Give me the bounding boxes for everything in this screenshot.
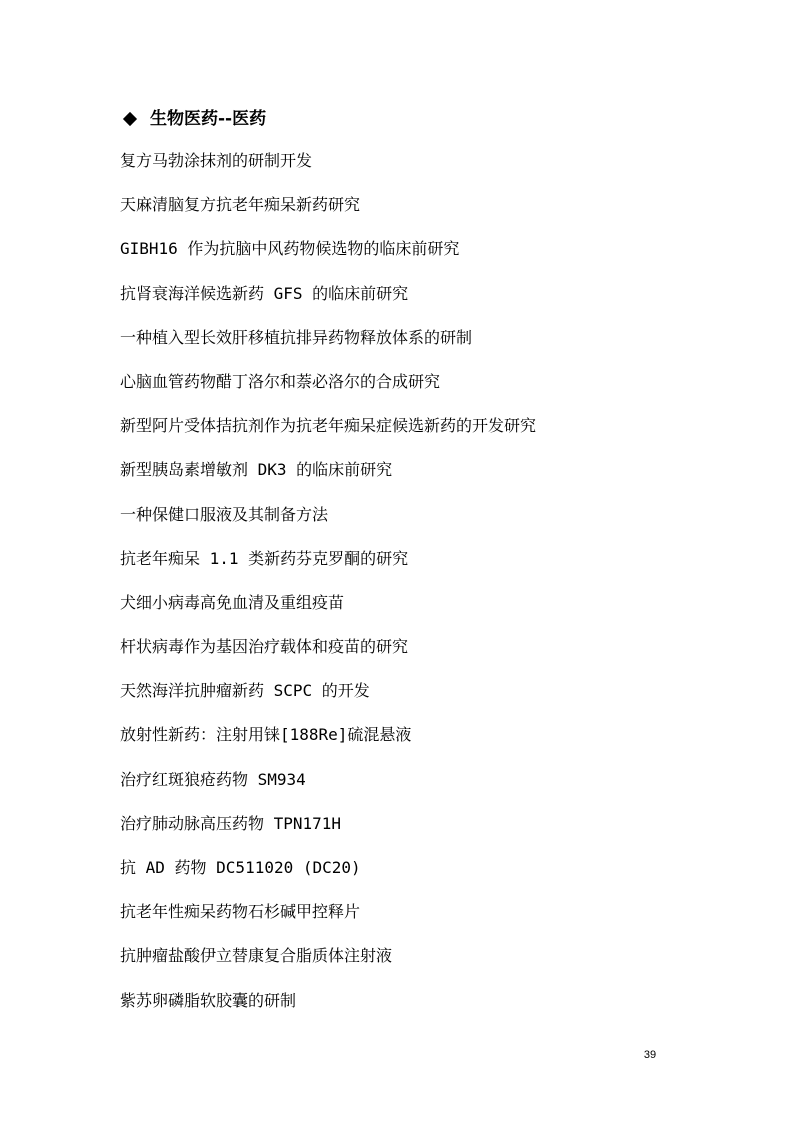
list-item: 治疗红斑狼疮药物 SM934 [120, 769, 306, 789]
list-item: 复方马勃涂抹剂的研制开发 [120, 151, 313, 170]
list-item: 一种保健口服液及其制备方法 [120, 504, 329, 524]
list-item: 治疗肺动脉高压药物 TPN171H [120, 813, 342, 833]
list-item: 杆状病毒作为基因治疗载体和疫苗的研究 [120, 637, 409, 657]
list-item: GIBH16 作为抗脑中风药物候选物的临床前研究 [120, 239, 460, 259]
list-item: 天然海洋抗肿瘤新药 SCPC 的开发 [120, 681, 370, 701]
list-item: 抗肿瘤盐酸伊立替康复合脂质体注射液 [120, 946, 393, 966]
list-item: 一种植入型长效肝移植抗排异药物释放体系的研制 [120, 327, 473, 347]
list-item: 抗老年性痴呆药物石杉碱甲控释片 [120, 902, 361, 922]
section-heading [122, 106, 266, 132]
list-item: 抗肾衰海洋候选新药 GFS 的临床前研究 [120, 283, 409, 303]
list-item: 犬细小病毒高免血清及重组疫苗 [120, 592, 345, 612]
list-item: 新型阿片受体拮抗剂作为抗老年痴呆症候选新药的开发研究 [120, 416, 537, 436]
list-item: 放射性新药：注射用铼[188Re]硫混悬液 [120, 725, 412, 745]
list-item: 紫苏卵磷脂软胶囊的研制 [120, 990, 297, 1010]
diamond-bullet-icon [123, 112, 137, 126]
list-item: 心脑血管药物醋丁洛尔和萘必洛尔的合成研究 [120, 371, 441, 391]
project-list [120, 146, 536, 1030]
list-item: 抗老年痴呆 1.1 类新药芬克罗酮的研究 [120, 548, 409, 568]
list-item: 新型胰岛素增敏剂 DK3 的临床前研究 [120, 460, 393, 480]
section-heading-text: 生物医药--医药 [150, 109, 267, 129]
page-number: 39 [643, 1049, 657, 1061]
list-item: 天麻清脑复方抗老年痴呆新药研究 [120, 195, 361, 215]
list-item: 抗 AD 药物 DC511020 (DC20) [120, 858, 361, 877]
